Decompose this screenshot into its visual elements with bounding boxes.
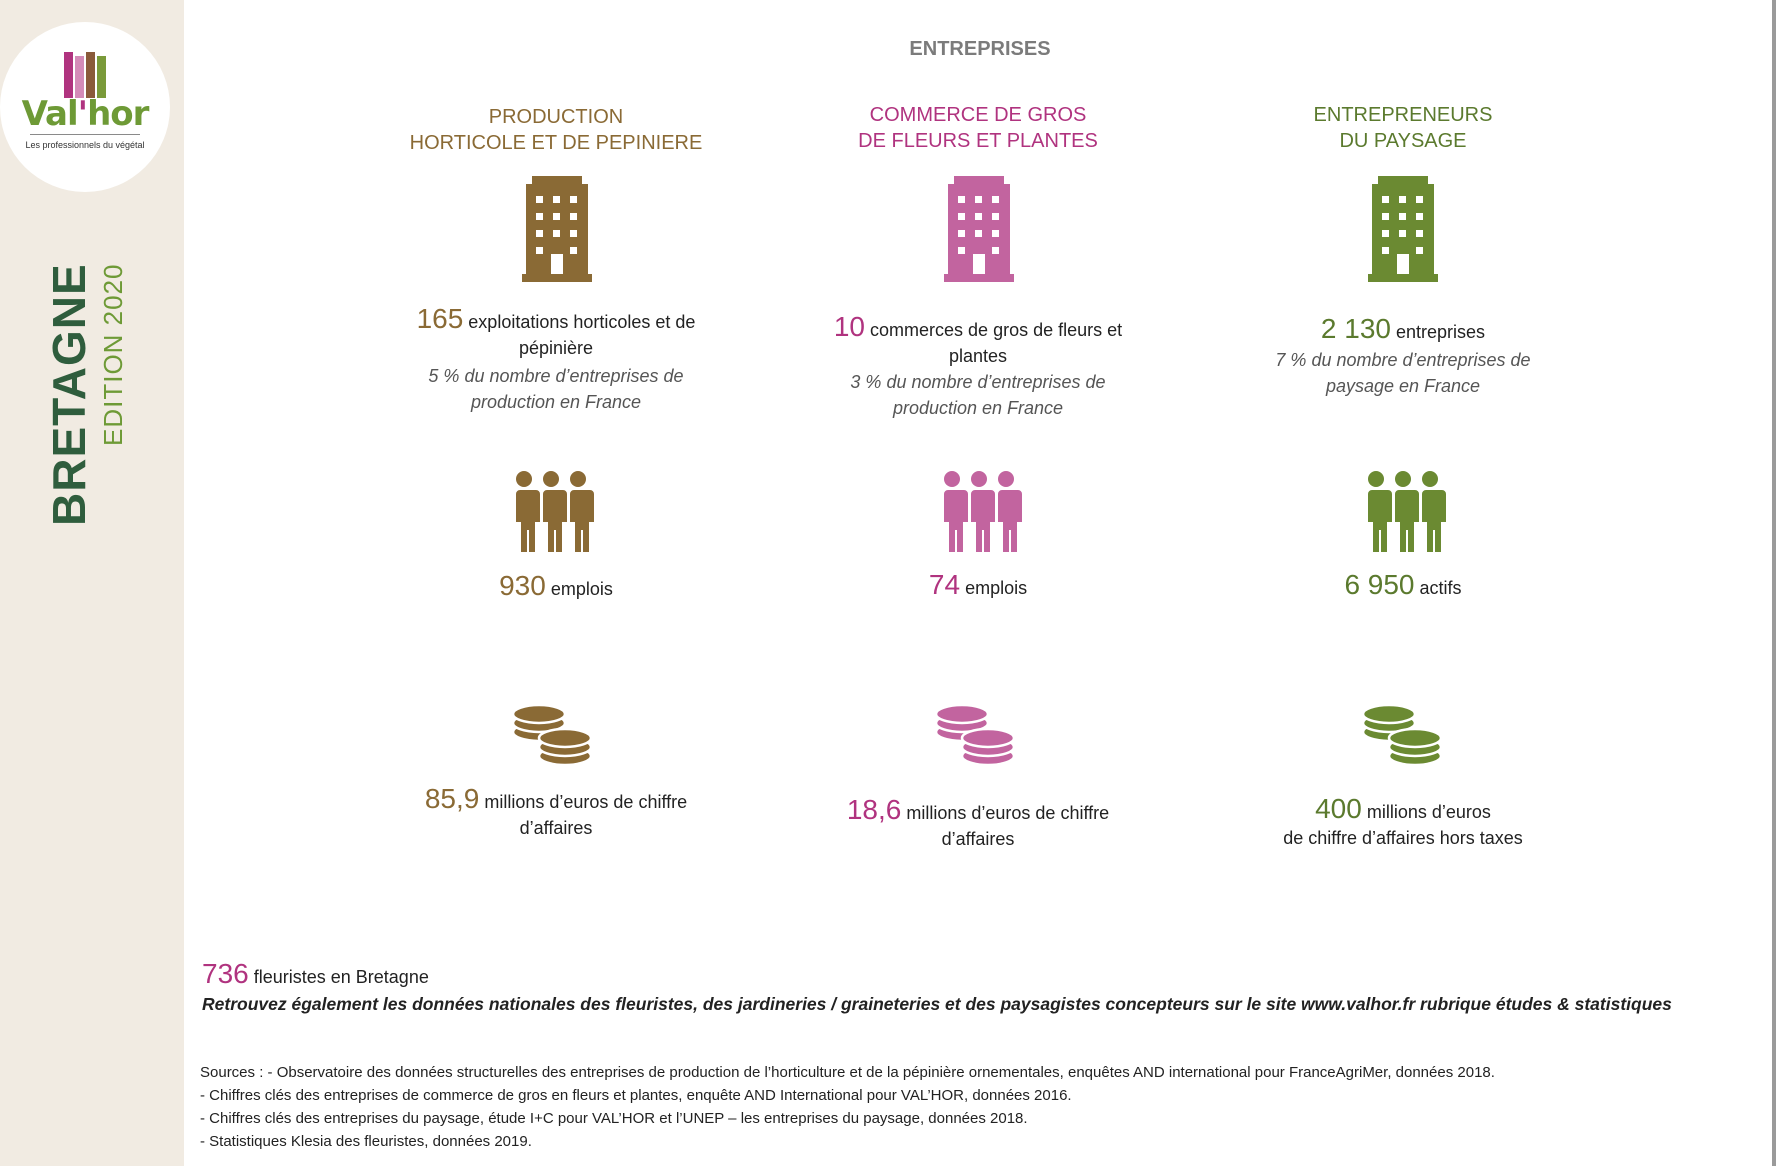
people-icon xyxy=(934,470,1024,552)
column-title: PRODUCTION HORTICOLE ET DE PEPINIERE xyxy=(409,106,703,154)
sidebar xyxy=(0,0,184,1166)
building-icon xyxy=(1368,176,1438,282)
edition-label: EDITION 2020 xyxy=(98,263,128,446)
people-icon xyxy=(1358,470,1448,552)
logo-bars-icon xyxy=(62,52,108,98)
page-edge xyxy=(1772,0,1776,1166)
source-line: - Chiffres clés des entreprises de commerce de gros en fleurs et plantes, enquête AND International pour VAL’HOR, données 2016. xyxy=(200,1087,1072,1104)
companies-count: 165 exploitations horticoles et de pépinière xyxy=(416,303,696,358)
column-commerce-gros xyxy=(778,0,1178,900)
building-icon xyxy=(522,176,592,282)
revenue-figure: 400 millions d’euros de chiffre d’affaires hors taxes xyxy=(1283,793,1523,848)
coins-icon xyxy=(934,702,1016,770)
column-title: ENTREPRENEURS DU PAYSAGE xyxy=(1313,104,1493,152)
jobs-count: 6 950 actifs xyxy=(1344,569,1462,600)
jobs-count: 930 emplois xyxy=(499,570,613,601)
source-line: Sources : - Observatoire des données structurelles des entreprises de production de l’horticulture et de la pépinière ornementales, enquêtes AND international pour FranceAgriMer, données 2018. xyxy=(200,1064,1495,1081)
coins-icon xyxy=(511,702,593,770)
page-heading: ENTREPRISES xyxy=(909,38,1051,60)
fleuristes-count: 736 fleuristes en Bretagne xyxy=(202,958,429,989)
companies-share-note: 7 % du nombre d’entreprises de paysage en France xyxy=(1275,350,1531,396)
logo-divider xyxy=(30,134,140,135)
column-production xyxy=(356,0,756,900)
people-icon xyxy=(506,470,596,552)
source-line: - Statistiques Klesia des fleuristes, données 2019. xyxy=(200,1133,532,1150)
website-reference: Retrouvez également les données nationales des fleuristes, des jardineries / graineteries et des paysagistes concepteurs sur le site www.valhor.fr rubrique études & statistiques xyxy=(202,994,1672,1014)
companies-count: 2 130 entreprises xyxy=(1320,313,1486,344)
jobs-count: 74 emplois xyxy=(928,569,1028,600)
companies-share-note: 5 % du nombre d’entreprises de production en France xyxy=(428,366,684,412)
companies-share-note: 3 % du nombre d’entreprises de production en France xyxy=(850,372,1106,418)
logo-wordmark: Val'hor xyxy=(21,94,149,134)
column-title: COMMERCE DE GROS DE FLEURS ET PLANTES xyxy=(858,104,1098,152)
coins-icon xyxy=(1361,702,1443,770)
region-title: BRETAGNE xyxy=(43,263,95,526)
source-line: - Chiffres clés des entreprises du paysage, étude I+C pour VAL’HOR et l’UNEP – les entreprises du paysage, données 2018. xyxy=(200,1110,1028,1127)
logo-tagline: Les professionnels du végétal xyxy=(25,140,145,150)
companies-count: 10 commerces de gros de fleurs et plantes xyxy=(833,311,1123,366)
sources-list xyxy=(200,1061,1760,1153)
valhor-logo[interactable] xyxy=(0,22,170,192)
column-paysage xyxy=(1203,0,1603,900)
building-icon xyxy=(944,176,1014,282)
revenue-figure: 18,6 millions d’euros de chiffre d’affaires xyxy=(846,794,1110,849)
revenue-figure: 85,9 millions d’euros de chiffre d’affaires xyxy=(424,783,688,838)
